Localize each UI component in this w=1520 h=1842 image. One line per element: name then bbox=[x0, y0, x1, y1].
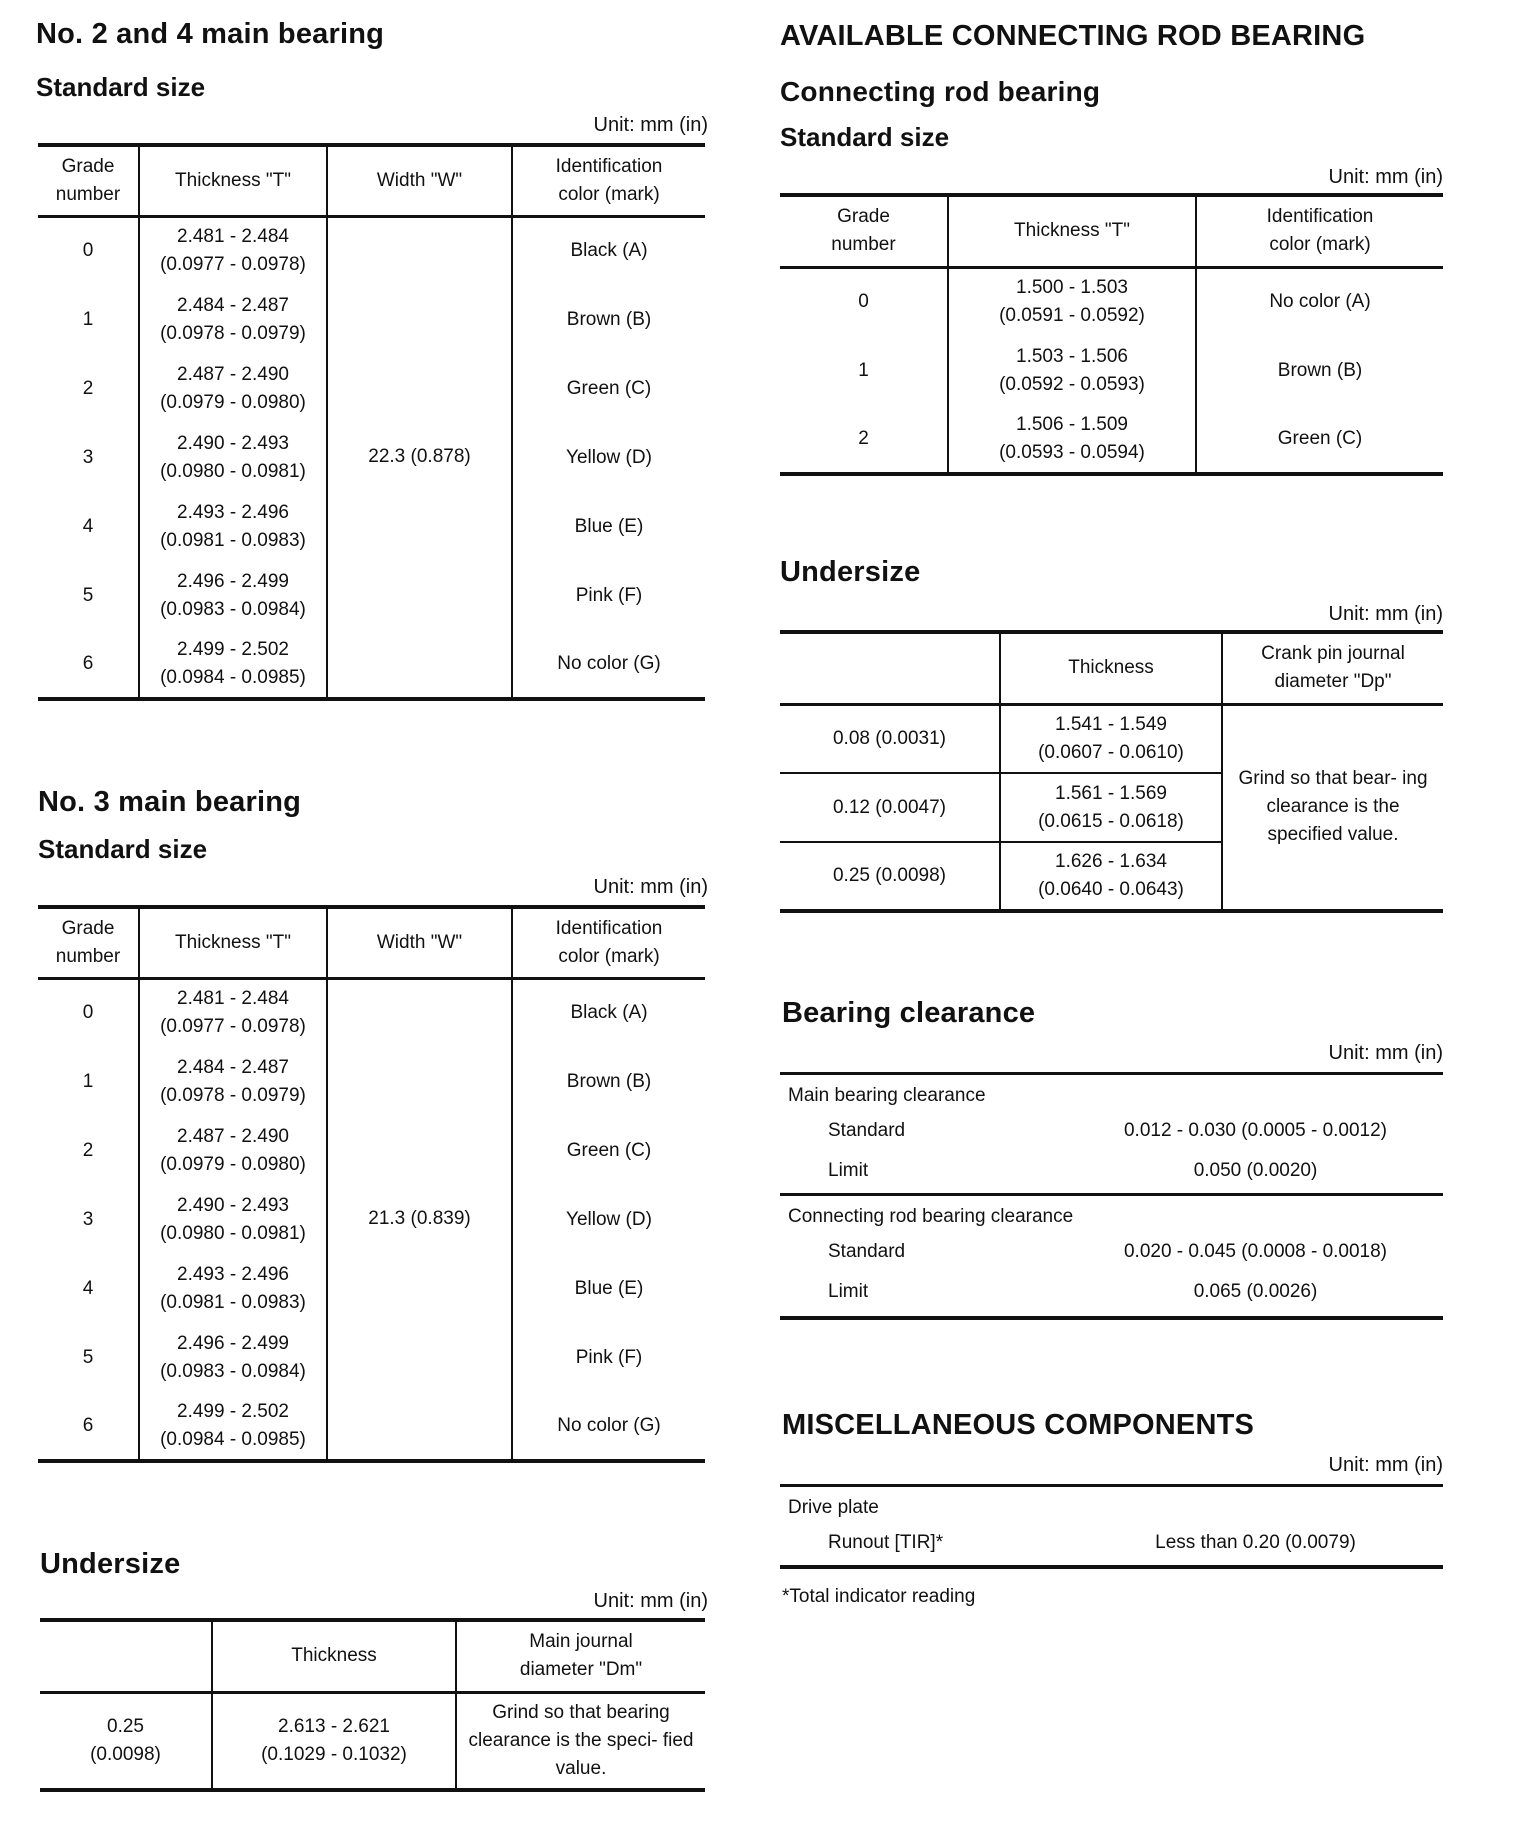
header-grade: Grade number bbox=[780, 195, 948, 267]
unit-label: Unit: mm (in) bbox=[593, 114, 708, 136]
header-grade: Grade number bbox=[38, 145, 139, 216]
header-main-journal-diameter: Main journal diameter "Dm" bbox=[456, 1620, 705, 1692]
unit-label: Unit: mm (in) bbox=[1328, 166, 1443, 188]
misc-components-table bbox=[780, 1484, 1443, 1569]
thickness-cell: 2.487 - 2.490 (0.0979 - 0.0980) bbox=[139, 1116, 327, 1185]
color-cell: Green (C) bbox=[512, 1116, 705, 1185]
thickness-cell: 2.499 - 2.502 (0.0984 - 0.0985) bbox=[139, 630, 327, 699]
thickness-cell: 2.481 - 2.484 (0.0977 - 0.0978) bbox=[139, 978, 327, 1047]
main-undersize-table bbox=[40, 1618, 705, 1792]
note-cell: Grind so that bearing clearance is the speci- fied value. bbox=[456, 1692, 705, 1790]
header-thickness: Thickness "T" bbox=[139, 145, 327, 216]
row-value: 0.050 (0.0020) bbox=[1193, 1160, 1318, 1181]
thickness-cell: 2.496 - 2.499 (0.0983 - 0.0984) bbox=[139, 1323, 327, 1392]
color-cell: Yellow (D) bbox=[512, 423, 705, 492]
section-title-misc: MISCELLANEOUS COMPONENTS bbox=[782, 1409, 1255, 1441]
header-size bbox=[780, 632, 1000, 704]
row-label: Standard bbox=[828, 1241, 906, 1262]
grade-cell: 4 bbox=[82, 1277, 94, 1299]
thickness-cell: 2.484 - 2.487 (0.0978 - 0.0979) bbox=[139, 1047, 327, 1116]
row-value: 0.012 - 0.030 (0.0005 - 0.0012) bbox=[1123, 1120, 1388, 1141]
thickness-cell: 2.487 - 2.490 (0.0979 - 0.0980) bbox=[139, 354, 327, 423]
grade-cell: 6 bbox=[82, 1414, 94, 1436]
grade-cell: 2 bbox=[82, 377, 94, 399]
row-label: Runout [TIR]* bbox=[828, 1532, 944, 1553]
section-subtitle: Standard size bbox=[780, 122, 950, 152]
thickness-cell: 2.490 - 2.493 (0.0980 - 0.0981) bbox=[139, 423, 327, 492]
main-clearance-label: Main bearing clearance bbox=[788, 1085, 986, 1106]
right-column bbox=[780, 0, 1443, 1842]
color-cell: No color (G) bbox=[512, 1392, 705, 1461]
row-label: Limit bbox=[828, 1281, 869, 1302]
thickness-cell: 2.499 - 2.502 (0.0984 - 0.0985) bbox=[139, 1392, 327, 1461]
header-thickness: Thickness bbox=[212, 1620, 456, 1692]
note-cell: Grind so that bear- ing clearance is the specified value. bbox=[1222, 704, 1443, 911]
thickness-cell: 1.506 - 1.509 (0.0593 - 0.0594) bbox=[948, 405, 1196, 474]
runout-row bbox=[780, 1523, 1443, 1565]
color-cell: Blue (E) bbox=[512, 492, 705, 561]
footnote: *Total indicator reading bbox=[782, 1586, 976, 1607]
header-thickness: Thickness "T" bbox=[948, 195, 1196, 267]
color-cell: Brown (B) bbox=[512, 285, 705, 354]
row-value: 0.020 - 0.045 (0.0008 - 0.0018) bbox=[1123, 1241, 1388, 1262]
table-row bbox=[38, 978, 705, 1047]
no2-4-bearing-table bbox=[38, 143, 705, 701]
table-row bbox=[38, 216, 705, 285]
color-cell: Yellow (D) bbox=[512, 1185, 705, 1254]
row-label: Standard bbox=[828, 1120, 906, 1141]
thickness-cell: 1.561 - 1.569 (0.0615 - 0.0618) bbox=[1000, 773, 1222, 842]
grade-cell: 1 bbox=[858, 359, 869, 381]
section-title-no2-4: No. 2 and 4 main bearing bbox=[36, 18, 385, 50]
header-crank-pin-diameter: Crank pin journal diameter "Dp" bbox=[1222, 632, 1443, 704]
thickness-cell: 2.484 - 2.487 (0.0978 - 0.0979) bbox=[139, 285, 327, 354]
color-cell: Brown (B) bbox=[1196, 336, 1443, 405]
grade-cell: 3 bbox=[82, 446, 94, 468]
color-cell: Brown (B) bbox=[512, 1047, 705, 1116]
color-cell: Black (A) bbox=[512, 216, 705, 285]
table-row bbox=[40, 1692, 705, 1790]
color-cell: Black (A) bbox=[512, 978, 705, 1047]
grade-cell: 5 bbox=[82, 584, 94, 606]
rod-clearance-label: Connecting rod bearing clearance bbox=[788, 1206, 1074, 1227]
rod-bearing-table bbox=[780, 193, 1443, 476]
unit-label: Unit: mm (in) bbox=[1328, 1454, 1443, 1476]
thickness-cell: 1.500 - 1.503 (0.0591 - 0.0592) bbox=[948, 267, 1196, 336]
thickness-cell: 1.626 - 1.634 (0.0640 - 0.0643) bbox=[1000, 842, 1222, 911]
grade-cell: 2 bbox=[858, 427, 869, 449]
table-row bbox=[780, 704, 1443, 773]
grade-cell: 1 bbox=[82, 308, 94, 330]
grade-cell: 0 bbox=[82, 240, 94, 262]
drive-plate-label: Drive plate bbox=[788, 1497, 879, 1518]
color-cell: Green (C) bbox=[1196, 405, 1443, 474]
header-width: Width "W" bbox=[327, 145, 512, 216]
grade-cell: 0 bbox=[858, 291, 869, 313]
section-title-undersize: Undersize bbox=[780, 556, 921, 588]
header-id-color: Identification color (mark) bbox=[1196, 195, 1443, 267]
section-title-clearance: Bearing clearance bbox=[782, 997, 1036, 1029]
header-thickness: Thickness bbox=[1000, 632, 1222, 704]
section-subtitle: Standard size bbox=[36, 72, 206, 102]
grade-cell: 4 bbox=[82, 515, 94, 537]
grade-cell: 2 bbox=[82, 1139, 94, 1161]
thickness-cell: 1.541 - 1.549 (0.0607 - 0.0610) bbox=[1000, 704, 1222, 773]
color-cell: Blue (E) bbox=[512, 1254, 705, 1323]
thickness-cell: 2.481 - 2.484 (0.0977 - 0.0978) bbox=[139, 216, 327, 285]
thickness-cell: 2.490 - 2.493 (0.0980 - 0.0981) bbox=[139, 1185, 327, 1254]
unit-label: Unit: mm (in) bbox=[593, 1590, 708, 1612]
clearance-row bbox=[780, 1232, 1443, 1272]
thickness-cell: 2.496 - 2.499 (0.0983 - 0.0984) bbox=[139, 561, 327, 630]
grade-cell: 5 bbox=[82, 1346, 94, 1368]
row-value: Less than 0.20 (0.0079) bbox=[1155, 1532, 1356, 1553]
grade-cell: 6 bbox=[82, 652, 94, 674]
header-size bbox=[40, 1620, 212, 1692]
header-id-color: Identification color (mark) bbox=[512, 907, 705, 978]
thickness-cell: 2.493 - 2.496 (0.0981 - 0.0983) bbox=[139, 1254, 327, 1323]
undersize-cell: 0.08 (0.0031) bbox=[780, 704, 1000, 773]
unit-label: Unit: mm (in) bbox=[1328, 1042, 1443, 1064]
thickness-cell: 2.613 - 2.621 (0.1029 - 0.1032) bbox=[212, 1692, 456, 1790]
undersize-cell: 0.25 (0.0098) bbox=[90, 1715, 161, 1765]
row-label: Limit bbox=[828, 1160, 869, 1181]
grade-cell: 0 bbox=[82, 1002, 94, 1024]
section-subtitle: Standard size bbox=[38, 834, 208, 864]
color-cell: No color (A) bbox=[1196, 267, 1443, 336]
header-id-color: Identification color (mark) bbox=[512, 145, 705, 216]
unit-label: Unit: mm (in) bbox=[1328, 603, 1443, 625]
rod-undersize-table bbox=[780, 630, 1443, 913]
table-row bbox=[780, 405, 1443, 474]
header-grade: Grade number bbox=[38, 907, 139, 978]
section-title-no3: No. 3 main bearing bbox=[38, 786, 302, 818]
left-column bbox=[36, 0, 708, 1842]
width-cell: 21.3 (0.839) bbox=[327, 978, 512, 1461]
clearance-row bbox=[780, 1272, 1443, 1316]
unit-label: Unit: mm (in) bbox=[593, 876, 708, 898]
clearance-row bbox=[780, 1151, 1443, 1193]
no3-bearing-table bbox=[38, 905, 705, 1463]
thickness-cell: 1.503 - 1.506 (0.0592 - 0.0593) bbox=[948, 336, 1196, 405]
row-value: 0.065 (0.0026) bbox=[1193, 1281, 1318, 1302]
undersize-cell: 0.25 (0.0098) bbox=[832, 865, 947, 886]
color-cell: Pink (F) bbox=[512, 561, 705, 630]
thickness-cell: 2.493 - 2.496 (0.0981 - 0.0983) bbox=[139, 492, 327, 561]
grade-cell: 3 bbox=[82, 1208, 94, 1230]
table-row bbox=[780, 267, 1443, 336]
clearance-row bbox=[780, 1111, 1443, 1151]
header-thickness: Thickness "T" bbox=[139, 907, 327, 978]
grade-cell: 1 bbox=[82, 1070, 94, 1092]
undersize-cell: 0.12 (0.0047) bbox=[780, 773, 1000, 842]
page-heading: AVAILABLE CONNECTING ROD BEARING bbox=[780, 20, 1366, 52]
width-cell: 22.3 (0.878) bbox=[327, 216, 512, 699]
color-cell: Pink (F) bbox=[512, 1323, 705, 1392]
table-row bbox=[780, 336, 1443, 405]
section-title-rod: Connecting rod bearing bbox=[780, 76, 1101, 107]
bearing-clearance-table bbox=[780, 1072, 1443, 1320]
header-width: Width "W" bbox=[327, 907, 512, 978]
section-title-undersize: Undersize bbox=[40, 1548, 181, 1580]
color-cell: Green (C) bbox=[512, 354, 705, 423]
color-cell: No color (G) bbox=[512, 630, 705, 699]
